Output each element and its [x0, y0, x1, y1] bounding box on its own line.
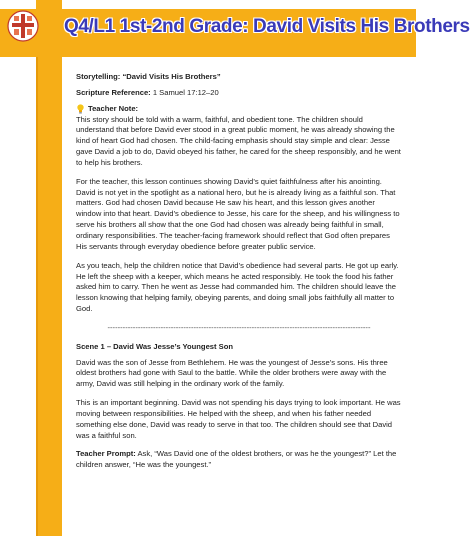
scene-1-heading: Scene 1 – David Was Jesse’s Youngest Son: [76, 341, 234, 351]
teacher-note-paragraph-3: As you teach, help the children notice that David’s obedience had several parts. He got up early. He left the sheep with a keeper, which means he acted responsibly. He took the food his father asked him to carry. Then he went as Jesse had commanded him. The children should leave the lesson knowing that helping family, obeying parents, and doing small jobs faithfully all matter to God.: [76, 260, 399, 314]
page-title: Q4/L1 1st-2nd Grade: David Visits His Brothers: [64, 16, 470, 37]
section-divider: --------------------------------------------------------------------------------------------------------: [107, 322, 371, 332]
orange-cross-edge: [36, 57, 38, 536]
teacher-note-paragraph-2: For the teacher, this lesson continues showing David’s quiet faithfulness after his anointing. David is not yet in the spotlight as a national hero, but he is already living as a faithful son. That matters. God had chosen David because He saw his heart, and this lesson gives another window into that heart. David’s obedience to Jesse, his care for the sheep, and his willingness to serve his brothers all show that the one God had chosen was already being faithful in small, ordinary responsibilities. The teacher-facing framework should reflect that God often prepares His servants through everyday obedience before greater public service.: [76, 176, 400, 251]
orange-cross-vertical-bar: [36, 0, 62, 536]
scene-1-paragraph-2: This is an important beginning. David was not spending his days trying to look important. He was moving between responsibilities. He helped with the sheep, and when his father needed something else done, David was ready to serve in that too. The children should see that David was a faithful son.: [76, 398, 401, 440]
teacher-note-label: Teacher Note:: [88, 103, 139, 113]
teacher-prompt-label: Teacher Prompt:: [76, 449, 136, 459]
teacher-note-paragraph-1: This story should be told with a warm, faithful, and obedient tone. The children should understand that before David ever stood in a great public moment, he was already showing the kind of heart God had chosen. The child-facing emphasis should stay simple and clear: Jesse gave David a job to do, David obeyed his father, he cared for the sheep responsibly, and he went to help his brothers.: [76, 114, 401, 167]
scripture-value: 1 Samuel 17:12–20: [152, 87, 219, 97]
teacher-note-heading: [76, 104, 402, 115]
lightbulb-icon: [76, 104, 85, 114]
storytelling-line: [76, 72, 402, 83]
scripture-label: Scripture Reference:: [76, 87, 151, 97]
storytelling-value: “David Visits His Brothers”: [122, 72, 221, 81]
lesson-content: [76, 72, 402, 471]
scene-1-paragraph-1: David was the son of Jesse from Bethlehem. He was the youngest of Jesse’s sons. His three oldest brothers had gone with Saul to the battle. While the older brothers were away with the army, David was still helping in the ordinary work of the family.: [76, 357, 388, 389]
teacher-prompt-text: Ask, “Was David one of the oldest brothers, or was he the youngest?” Let the children answer, “He was the youngest.”: [76, 449, 397, 470]
storytelling-label: Storytelling:: [76, 72, 121, 81]
teacher-prompt: [76, 449, 402, 471]
scripture-line: [76, 88, 402, 99]
church-cross-logo-icon: [6, 9, 40, 43]
